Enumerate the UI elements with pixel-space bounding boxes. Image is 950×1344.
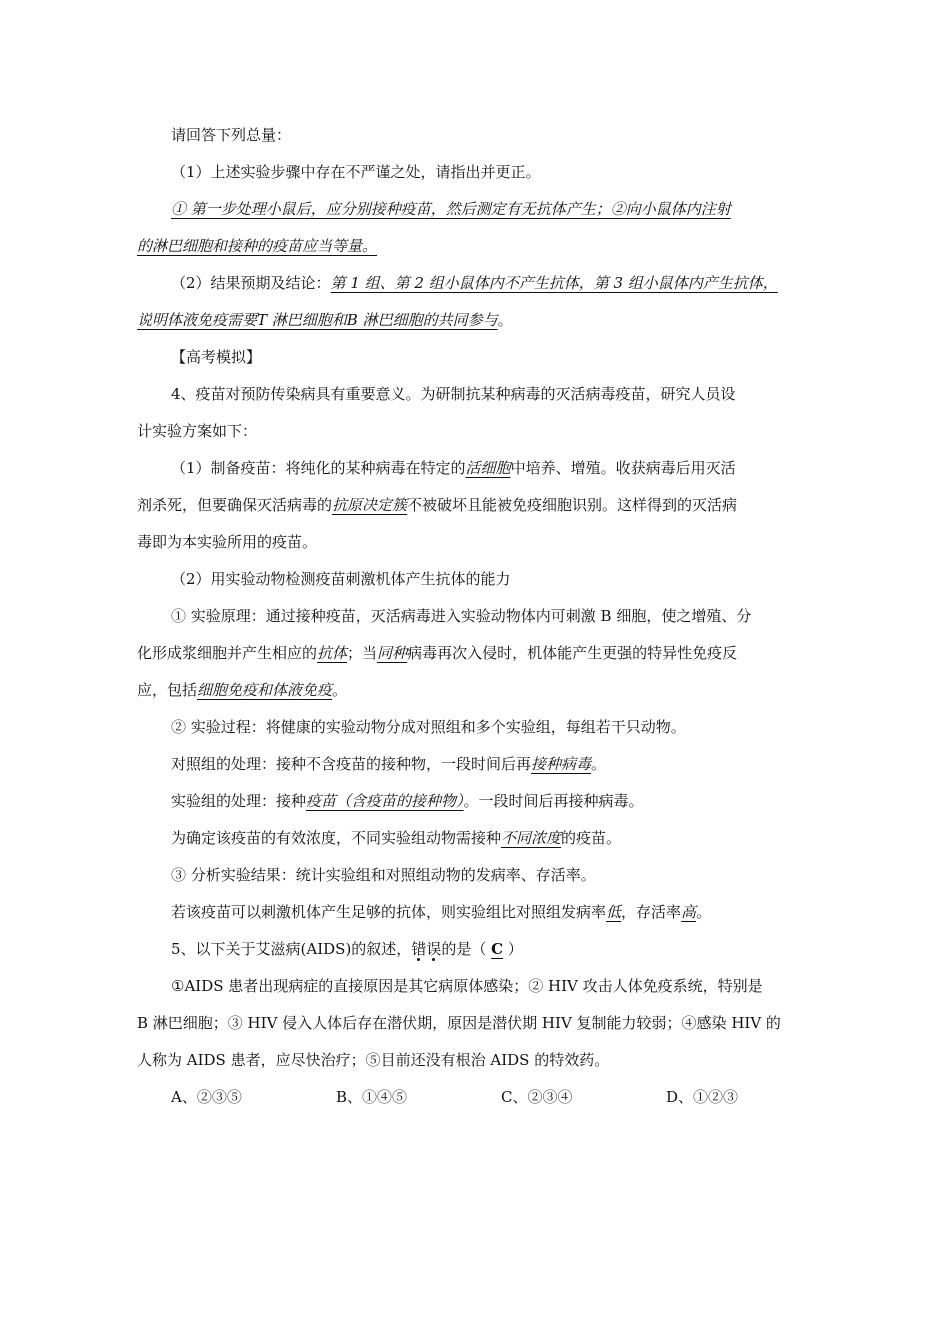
q5-answer: C [491,940,504,958]
q3-part2-answer-a: 第 1 组、第 2 组小鼠体内不产生抗体，第 3 组小鼠体内产生抗体， [330,274,778,292]
q4-step1-line1 [137,450,831,487]
q4-result-mid: ，存活率 [621,903,682,921]
q4-answer-vaccine: 疫苗（含疫苗的接种物） [306,792,464,810]
q4-principle-text-c: 病毒再次入侵时，机体能产生更强的特异性免疫反 [407,644,738,662]
q3-part1-answer-a: ① 第一步处理小鼠后，应分别接种疫苗，然后测定有无抗体产生；②向小鼠体内注射 [171,200,731,218]
q5-option-c: C、②③④ [501,1088,573,1106]
q4-process: ② 实验过程：将健康的实验动物分成对照组和多个实验组，每组若干只动物。 [171,718,686,736]
q4-analysis: ③ 分析实验结果：统计实验组和对照组动物的发病率、存活率。 [171,866,596,884]
q4-principle-text-a: 化形成浆细胞并产生相应的 [137,644,318,662]
q3-part2-label: （2）结果预期及结论： [171,274,331,292]
q4-conc-end: 的疫苗。 [561,829,622,847]
q4-step1-line3: 毒即为本实验所用的疫苗。 [137,533,318,551]
q4-answer-live-cell: 活细胞 [465,459,511,477]
q5-option-a: A、②③⑤ [171,1088,242,1106]
q4-answer-inoculate-virus: 接种病毒 [531,755,592,773]
q3-part1-answer-line1 [137,191,831,228]
q4-intro-line1: 4、疫苗对预防传染病具有重要意义。为研制抗某种病毒的灭活病毒疫苗，研究人员设 [171,385,736,403]
q4-step1-text-a: （1）制备疫苗：将纯化的某种病毒在特定的 [171,459,466,477]
q4-control-text: 对照组的处理：接种不含疫苗的接种物，一段时间后再 [171,755,532,773]
q4-principle-text-d: 应，包括 [137,681,198,699]
q3-part1-answer-line2 [137,228,831,265]
q4-answer-immunity: 细胞免疫和体液免疫 [197,681,333,699]
q4-answer-low: 低 [606,903,622,921]
q5-emphasis-char-2: 误 [426,940,442,958]
q4-step1-text-c: 剂杀死，但要确保灭活病毒的 [137,496,333,514]
q5-stem [137,931,831,968]
q5-body-line1: ①AIDS 患者出现病症的直接原因是其它病原体感染；② HIV 攻击人体免疫系统，特别是 [171,977,763,995]
q3-part1-label: （1）上述实验步骤中存在不严谨之处，请指出并更正。 [171,163,541,181]
q4-result [137,894,831,931]
q4-control-group [137,746,831,783]
q5-stem-end: ） [503,940,523,958]
q4-principle-line3 [137,672,831,709]
q5-emphasis-char-1: 错 [411,940,427,958]
q4-step1-line2 [137,487,831,524]
q4-answer-high: 高 [681,903,697,921]
q4-concentration [137,820,831,857]
q5-options [137,1079,831,1116]
q4-control-end: 。 [591,755,607,773]
q3-prompt: 请回答下列总量： [171,126,292,144]
q4-conc-text: 为确定该疫苗的有效浓度，不同实验组动物需接种 [171,829,502,847]
q4-answer-antigen: 抗原决定簇 [332,496,408,514]
q5-stem-mid: 的是（ [441,940,492,958]
section-heading: 【高考模拟】 [171,348,262,366]
document-page [137,117,831,1116]
q4-step1-text-b: 中培养、增殖。收获病毒后用灭活 [510,459,736,477]
q5-body-line2: B 淋巴细胞；③ HIV 侵入人体后存在潜伏期，原因是潜伏期 HIV 复制能力较弱；④感染 HIV 的 [137,1014,781,1032]
q4-exp-end: 。一段时间后再接种病毒。 [463,792,644,810]
q4-answer-antibody: 抗体 [317,644,348,662]
q4-exp-text: 实验组的处理：接种 [171,792,307,810]
q3-part2-answer-b: 说明体液免疫需要T 淋巴细胞和B 淋巴细胞的共同参与 [137,311,498,329]
q5-option-d: D、①②③ [666,1088,739,1106]
q4-experimental-group [137,783,831,820]
q5-stem-text: 5、以下关于艾滋病(AIDS)的叙述， [171,940,412,958]
q3-part2-end: 。 [497,311,513,329]
q4-step2-title: （2）用实验动物检测疫苗刺激机体产生抗体的能力 [171,570,511,588]
q3-part1-answer-b: 的淋巴细胞和接种的疫苗应当等量。 [137,237,378,255]
q4-principle-line1: ① 实验原理：通过接种疫苗，灭活病毒进入实验动物体内可刺激 B 细胞，使之增殖、分 [171,607,752,625]
q3-part2-line2 [137,302,831,339]
q5-body-line3: 人称为 AIDS 患者，应尽快治疗；⑤目前还没有根治 AIDS 的特效药。 [137,1051,610,1069]
q4-result-text: 若该疫苗可以刺激机体产生足够的抗体，则实验组比对照组发病率 [171,903,607,921]
q4-principle-text-e: 。 [332,681,348,699]
q3-part2-line1 [137,265,831,302]
q4-principle-text-b: ；当 [347,644,378,662]
q4-answer-same-virus: 同种 [377,644,408,662]
q4-step1-text-d: 不被破坏且能被免疫细胞识别。这样得到的灭活病 [407,496,738,514]
q4-intro-line2: 计实验方案如下： [137,422,258,440]
q5-option-b: B、①④⑤ [336,1088,408,1106]
q4-answer-concentration: 不同浓度 [501,829,562,847]
q4-result-end: 。 [696,903,712,921]
q4-principle-line2 [137,635,831,672]
